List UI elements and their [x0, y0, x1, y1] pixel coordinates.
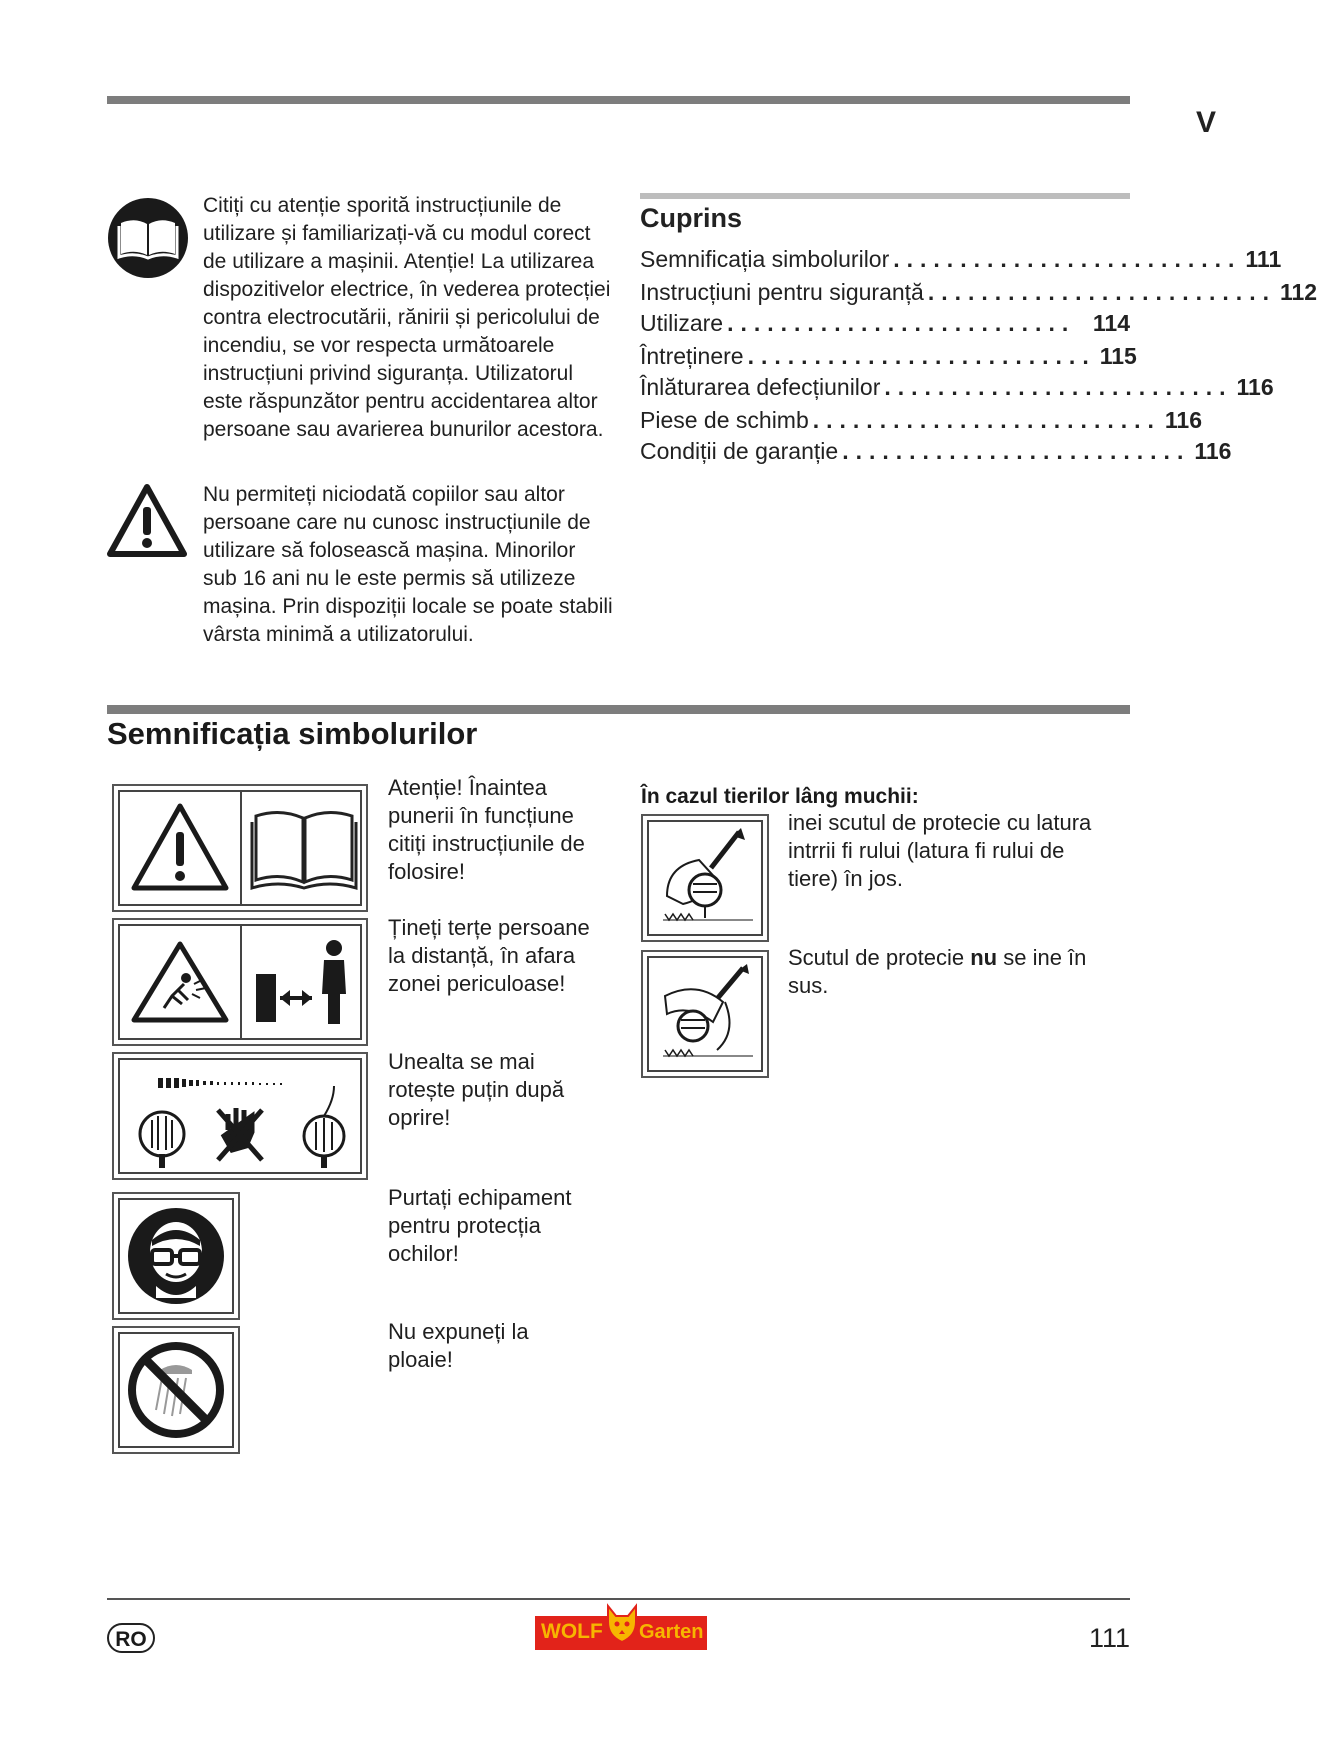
read-manual-icon [107, 197, 189, 279]
symbol-eye-protection [112, 1192, 240, 1320]
safety-goggles-icon [126, 1206, 226, 1306]
toc-entry[interactable] [640, 343, 1137, 373]
toc-entry-page: 115 [1099, 343, 1137, 369]
toc-leader-dots: .......................... [842, 438, 1191, 464]
edge-fragment: V [1196, 106, 1217, 139]
toc-leader-dots: .......................... [727, 310, 1076, 336]
toc-entry[interactable] [640, 246, 1282, 276]
toc-entry[interactable] [640, 374, 1274, 404]
header-rule [107, 96, 1130, 104]
page-number: 111 [1088, 1623, 1130, 1653]
toc-leader-dots: .......................... [927, 279, 1276, 305]
toc-entry-label: Instrucțiuni pentru siguranță [640, 279, 924, 305]
no-rain-icon [126, 1340, 226, 1440]
toc-entry[interactable] [640, 279, 1317, 309]
trimmer-guard-up-icon [653, 962, 757, 1066]
symbol-eye-protection-text: Purtați echipament pentru protecția ochilor! [388, 1185, 572, 1266]
toc-entry-page: 116 [1194, 438, 1232, 464]
warning-triangle-icon [128, 800, 232, 894]
toc-entry-label: Utilizare [640, 310, 724, 336]
read-manual-text: Citiți cu atenție sporită instrucțiunile de utilizare și familiarizați-vă cu modul corect de utilizare a mașinii. Atenție! La utilizarea dispozitivelor electrice, în vederea protecției contra electrocutării, rănirii și pericolului de incendiu, se vor respecta următoarele instrucțiuni privind siguranța. Utilizatorul este răspunzător pentru accidentarea altor persoane sau avarierea bunurilor acestora. [203, 194, 611, 441]
symbol-keep-distance-text: Țineți terțe persoane la distanță, în afara zonei periculoase! [388, 915, 590, 996]
toc-entry[interactable] [640, 438, 1232, 468]
distance-person-icon [250, 936, 358, 1030]
rotating-tool-icon [128, 1070, 354, 1170]
toc-rule [640, 193, 1130, 199]
toc-entry-page: 116 [1236, 374, 1274, 400]
symbol-no-rain [112, 1326, 240, 1454]
edge-cutting-title: În cazul tierilor lâng muchii: [641, 785, 919, 808]
toc-entry-page: 114 [1092, 310, 1130, 336]
symbol-no-rain-text: Nu expuneți la ploaie! [388, 1319, 529, 1372]
toc-leader-dots: .......................... [884, 374, 1233, 400]
toc-leader-dots: .......................... [812, 407, 1161, 433]
edge-guard-down-text: inei scutul de protecie cu latura intrrii fi rului (latura fi rului de tiere) în jos. [788, 810, 1092, 891]
country-badge: RO [107, 1623, 155, 1653]
thrown-objects-warning-icon [128, 938, 232, 1026]
open-book-icon [250, 804, 358, 892]
toc-entry-label: Semnificația simbolurilor [640, 246, 890, 272]
toc-entry-label: Condiții de garanție [640, 438, 839, 464]
toc-entry-label: Întreținere [640, 343, 744, 369]
symbol-rotation-text: Unealta se mai rotește puțin după oprire! [388, 1049, 565, 1130]
warning-triangle-icon [106, 483, 188, 559]
section-rule [107, 705, 1130, 714]
toc-entry-page: 112 [1279, 279, 1317, 305]
edge-guard-down-figure [641, 814, 769, 942]
trimmer-guard-down-icon [653, 826, 757, 930]
edge-guard-up-figure [641, 950, 769, 1078]
toc-title: Cuprins [640, 203, 743, 233]
toc-entry[interactable] [640, 407, 1203, 437]
symbol-read-manual [112, 784, 368, 912]
toc-entry-label: Înlăturarea defecțiunilor [640, 374, 881, 400]
section-title: Semnificația simbolurilor [107, 716, 478, 751]
toc-entry-label: Piese de schimb [640, 407, 809, 433]
brand-right: Garten [639, 1621, 704, 1643]
symbol-read-manual-text: Atenție! Înaintea punerii în funcțiune citiți instrucțiunile de folosire! [388, 775, 585, 884]
toc-entry[interactable] [640, 310, 1130, 340]
toc-entry-page: 116 [1164, 407, 1203, 433]
edge-guard-up-text: Scutul de protecie nu se ine în sus. [788, 945, 1087, 998]
wolf-garten-logo [535, 1598, 707, 1656]
symbol-keep-distance [112, 918, 368, 1046]
fox-head-icon [605, 1602, 639, 1644]
toc-entry-page: 111 [1245, 246, 1282, 272]
toc-leader-dots: .......................... [893, 246, 1242, 272]
warning-text: Nu permiteți niciodată copiilor sau altor persoane care nu cunosc instrucțiunile de utilizare să folosească mașina. Minorilor sub 16 ani nu le este permis să utilizeze mașina. Prin dispoziții locale se poate stabili vârsta minimă a utilizatorului. [203, 483, 613, 646]
toc-leader-dots: .......................... [747, 343, 1096, 369]
symbol-rotation-after-stop [112, 1052, 368, 1180]
brand-left: WOLF [541, 1620, 603, 1643]
